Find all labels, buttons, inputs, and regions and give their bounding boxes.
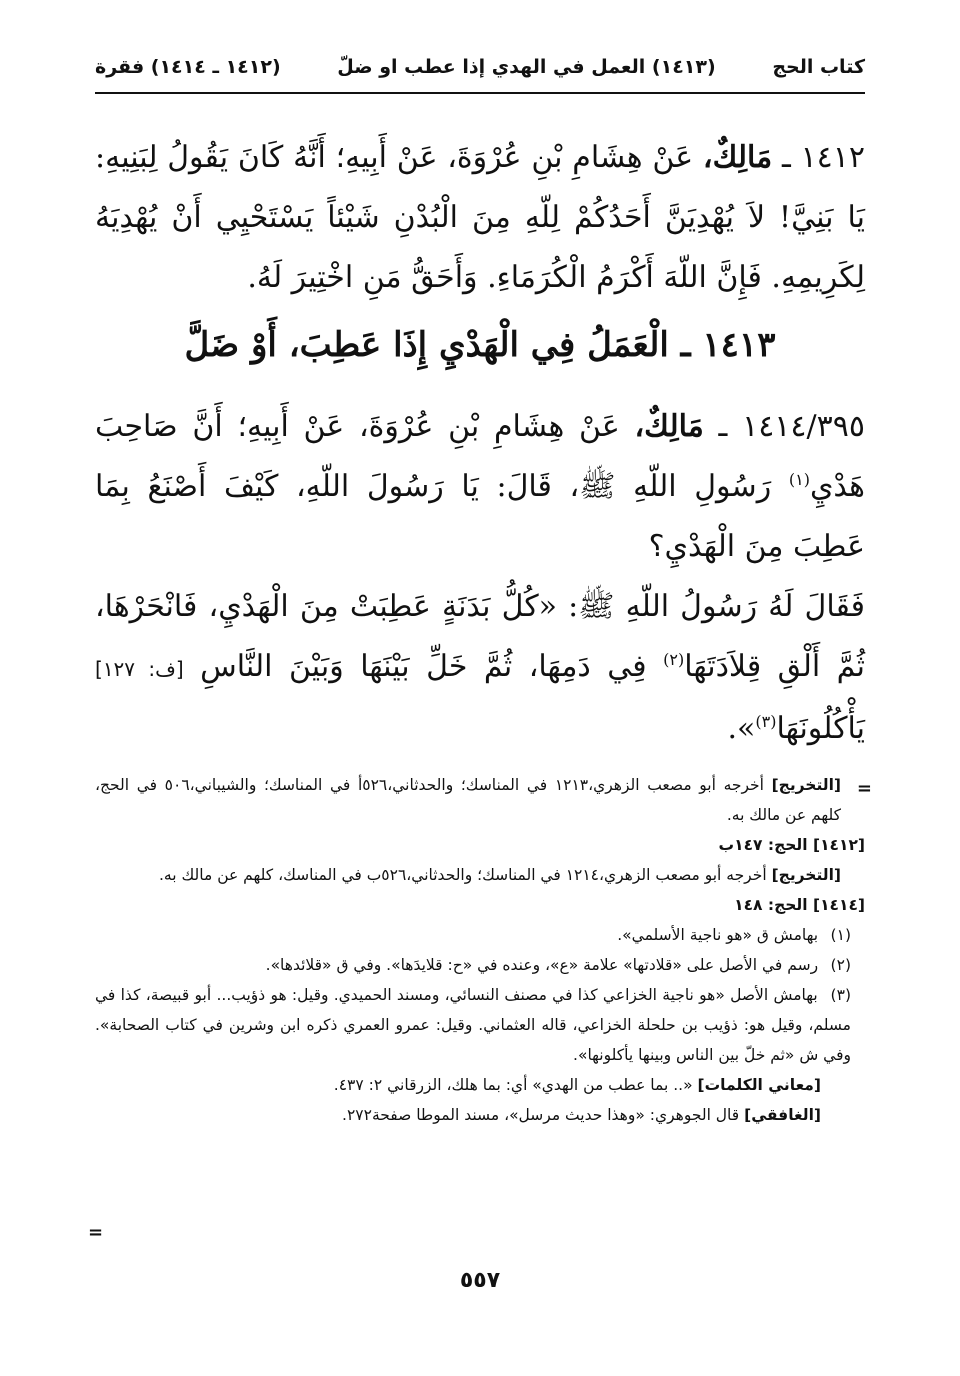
hadith-number: ١٤١٤/٣٩٥ ـ <box>718 409 865 444</box>
footnote-number: (١) <box>830 926 851 944</box>
ref-1412: [١٤١٢] الحج: ١٤٧ب <box>718 836 865 854</box>
takhrij-label: [التخريج] <box>771 776 841 794</box>
footnote-2 <box>95 950 865 980</box>
header-chapter-title: (١٤١٣) العمل في الهدي إذا عطب او ضلّ <box>337 56 716 78</box>
running-header <box>95 50 865 84</box>
hadith-1412 <box>95 128 865 308</box>
hadith-text: رَسُولِ اللّهِ ﷺ، قَالَ: يَا رَسُولَ اللّهِ، كَيْفَ أَصْنَعُ بِمَا عَطِبَ مِنَ الْهَدْيِ؟ <box>95 469 865 564</box>
end-mark: = <box>88 1222 104 1243</box>
takhrij-text: أخرجه أبو مصعب الزهري،١٢١٤ في المناسك؛ والحدثاني،٥٢٦ب في المناسك، كلهم عن مالك به. <box>158 866 767 884</box>
ref-1414: [١٤١٤] الحج: ١٤٨ <box>734 896 865 914</box>
takhrij-text: أخرجه أبو مصعب الزهري،١٢١٣ في المناسك؛ والحدثاني،٥٢٦أ في المناسك؛ والشيباني،٥٠٦ في الحج، كلهم عن مالك به. <box>95 776 841 824</box>
hadith-text: عَنْ هِشَامِ بْنِ عُرْوَةَ، عَنْ أَبِيهِ؛ أَنَّهُ كَانَ يَقُولُ لِبَنِيهِ: يَا بَنِيَّ! لاَ يُهْدِيَنَّ أَحَدُكُمْ لِلّهِ مِنَ الْبُدْنِ شَيْئاً يَسْتَحْيِي أَنْ يُهْدِيَهُ لِكَرِيمِهِ. فَإِنَّ اللّهَ أَكْرَمُ الْكُرَمَاءِ. وَأَحَقُّ مَنِ اخْتِيرَ لَهُ. <box>95 140 865 295</box>
hadith-text: فِي دَمِهَا، ثُمَّ خَلِّ بَيْنَهَا وَبَيْنَ النَّاسِ <box>200 649 647 684</box>
hadith-1414-answer <box>95 577 865 759</box>
word-meanings-label: [معاني الكلمات] <box>697 1076 821 1094</box>
hadith-text: ». <box>727 711 756 746</box>
paragraph-reference <box>95 890 865 920</box>
ghafiqi-note <box>95 1100 865 1130</box>
footnotes-section <box>95 770 865 1130</box>
hadith-1414-question <box>95 397 865 577</box>
header-book-title: كتاب الحج <box>772 56 865 78</box>
hadith-narrator: مَالِكٌ، <box>634 409 704 444</box>
footnote-1 <box>95 920 865 950</box>
hadith-narrator: مَالِكٌ، <box>702 140 773 175</box>
ghafiqi-text: قال الجوهري: «وهذا حديث مرسل»، مسند الموطا صفحة٢٧٢. <box>342 1106 740 1124</box>
continuation-mark: = <box>856 778 872 799</box>
word-meanings-text: «.. بما عطب من الهدي» أي: بما هلك، الزرقاني ٢: ٤٣٧. <box>333 1076 693 1094</box>
takhrij-note <box>95 860 865 890</box>
chapter-heading: ١٤١٣ ـ الْعَمَلُ فِي الْهَدْيِ إِذَا عَطِبَ، أَوْ ضَلَّ <box>184 325 776 365</box>
hadith-text: فَقَالَ لَهُ رَسُولُ اللّهِ ﷺ: «كُلُّ بَدَنَةٍ عَطِبَتْ مِنَ الْهَدْيِ، فَانْحَرْهَا، ثُمَّ أَلْقِ قِلاَدَتَهَا <box>95 589 865 684</box>
header-divider <box>95 92 865 94</box>
takhrij-note <box>95 770 865 830</box>
footnote-text: بهامش ق «هو ناجية الأسلمي». <box>617 926 819 944</box>
ghafiqi-label: [الغافقي] <box>744 1106 821 1124</box>
footnote-number: (٣) <box>830 986 851 1004</box>
page-number: ٥٥٧ <box>459 1268 501 1293</box>
hadith-text: عَنْ هِشَامِ بْنِ عُرْوَةَ، عَنْ أَبِيهِ؛ أَنَّ صَاحِبَ هَدْيِ <box>95 409 865 504</box>
hadith-number: ١٤١٢ ـ <box>782 140 866 175</box>
footnote-marker[interactable]: (١) <box>788 470 810 489</box>
footnote-marker[interactable]: (٢) <box>663 650 685 669</box>
header-paragraph-range: (١٤١٢ ـ ١٤١٤) فقرة <box>95 56 281 78</box>
footnote-3 <box>95 980 865 1070</box>
folio-reference: [ف: ١٢٧] <box>95 657 184 681</box>
footnote-marker[interactable]: (٣) <box>755 712 777 731</box>
takhrij-label: [التخريج] <box>771 866 841 884</box>
footnote-text: بهامش الأصل «هو ناجية الخزاعي كذا في مصنف النسائي، ومسند الحميدي. وقيل: هو ذؤيب... أبو قبيصة، كذا في مسلم، وقيل هو: ذؤيب بن حلحلة الخزاعي، قاله العثماني. وقيل: عمرو العمري ذكره ابن وشرين في كتاب الصحابة». وفي ش «ثم خلّ بين الناس وبينها يأكلونها». <box>95 986 851 1064</box>
footnote-number: (٢) <box>830 956 851 974</box>
word-meanings-note <box>95 1070 865 1100</box>
footnote-text: رسم في الأصل على «قلادتها» علامة «ع»، وعنده في «ح: قلايدَها». وفي ق «قلائدها». <box>265 956 819 974</box>
paragraph-reference <box>95 830 865 860</box>
hadith-text: يَأْكُلُونَهَا <box>776 711 865 746</box>
